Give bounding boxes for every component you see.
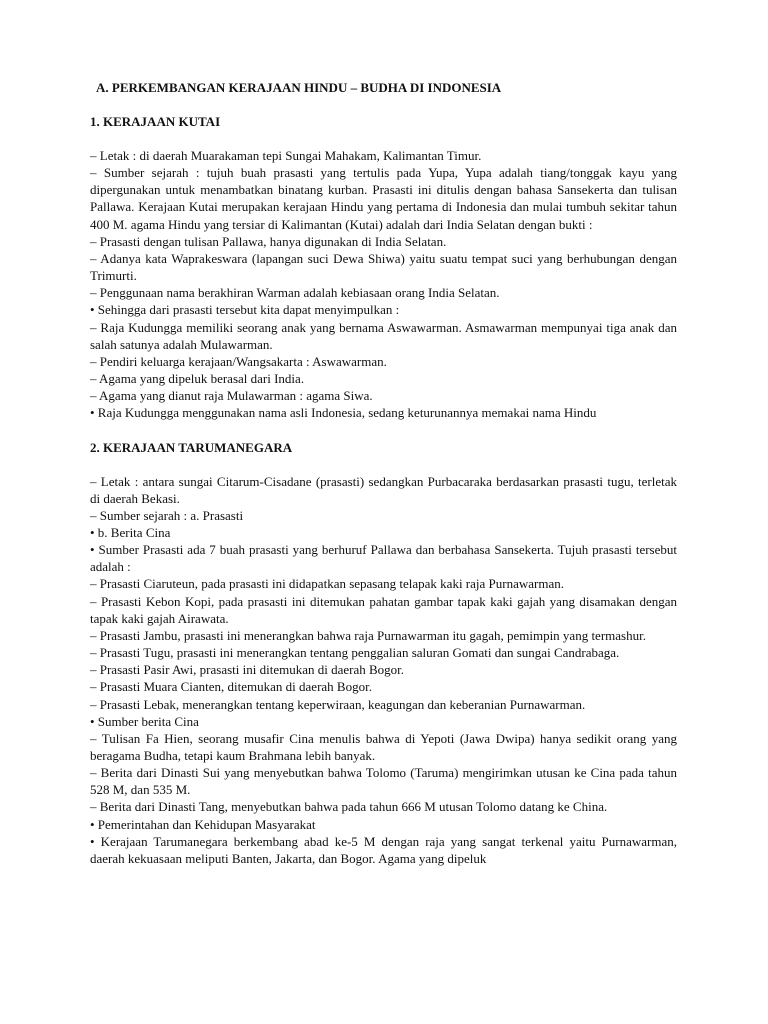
paragraph: • Kerajaan Tarumanegara berkembang abad ke-5 M dengan raja yang sangat terkenal yaitu Purnawarman, daerah kekuasaan meliputi Banten, Jakarta, dan Bogor. Agama yang dipeluk	[90, 833, 677, 866]
paragraph: – Tulisan Fa Hien, seorang musafir Cina menulis bahwa di Yepoti (Jawa Dwipa) hanya sedikit orang yang beragama Budha, tetapi kaum Brahmana lebih banyak.	[90, 730, 677, 763]
paragraph: – Raja Kudungga memiliki seorang anak yang bernama Aswawarman. Asmawarman mempunyai tiga anak dan salah satunya adalah Mulawarman.	[90, 319, 677, 352]
paragraph: – Letak : antara sungai Citarum-Cisadane (prasasti) sedangkan Purbacaraka berdasarkan prasasti tugu, terletak di daerah Bekasi.	[90, 473, 677, 506]
paragraph: – Prasasti Lebak, menerangkan tentang keperwiraan, keagungan dan keberanian Purnawarman.	[90, 696, 586, 712]
paragraph: – Prasasti Pasir Awi, prasasti ini ditemukan di daerah Bogor.	[90, 662, 405, 678]
paragraph: • Sehingga dari prasasti tersebut kita dapat menyimpulkan :	[90, 302, 400, 318]
paragraph: • Sumber berita Cina	[90, 713, 199, 729]
paragraph: • b. Berita Cina	[90, 524, 171, 540]
paragraph: – Prasasti Ciaruteun, pada prasasti ini didapatkan sepasang telapak kaki raja Purnawarman.	[90, 576, 564, 592]
paragraph: – Prasasti dengan tulisan Pallawa, hanya digunakan di India Selatan.	[90, 233, 447, 249]
paragraph: – Sumber sejarah : tujuh buah prasasti yang tertulis pada Yupa, Yupa adalah tiang/tonggak kayu yang dipergunakan untuk menambatkan binatang kurban. Prasasti ini ditulis dengan bahasa Sansekerta dan tulisan Pallawa. Kerajaan Kutai merupakan kerajaan Hindu yang pertama di Indonesia dan mulai tumbuh sekitar tahun 400 M. agama Hindu yang tersiar di Kalimantan (Kutai) adalah dari India Selatan dengan bukti :	[90, 165, 677, 232]
paragraph: • Sumber Prasasti ada 7 buah prasasti yang berhuruf Pallawa dan berbahasa Sansekerta. Tujuh prasasti tersebut adalah :	[90, 542, 677, 575]
paragraph: – Prasasti Muara Cianten, ditemukan di daerah Bogor.	[90, 679, 372, 695]
document-content	[90, 79, 677, 867]
section-spacer	[90, 422, 677, 439]
paragraph: – Prasasti Tugu, prasasti ini menerangkan tentang penggalian saluran Gomati dan sungai Candrabaga.	[90, 645, 620, 661]
section-heading-kutai: 1. KERAJAAN KUTAI	[90, 114, 221, 129]
paragraph: • Raja Kudungga menggunakan nama asli Indonesia, sedang keturunannya memakai nama Hindu	[90, 405, 597, 421]
section-heading-tarumanegara: 2. KERAJAAN TARUMANEGARA	[90, 439, 293, 455]
paragraph: – Letak : di daerah Muarakaman tepi Sungai Mahakam, Kalimantan Timur.	[90, 148, 482, 163]
paragraph: – Berita dari Dinasti Sui yang menyebutkan bahwa Tolomo (Taruma) mengirimkan utusan ke Cina pada tahun 528 M, dan 535 M.	[90, 765, 677, 798]
paragraph: – Agama yang dianut raja Mulawarman : agama Siwa.	[90, 388, 373, 404]
paragraph: – Sumber sejarah : a. Prasasti	[90, 507, 244, 523]
document-title: A. PERKEMBANGAN KERAJAAN HINDU – BUDHA DI INDONESIA	[96, 80, 502, 95]
paragraph: – Prasasti Jambu, prasasti ini menerangkan bahwa raja Purnawarman itu gagah, pemimpin yang termashur.	[90, 627, 646, 643]
paragraph: – Adanya kata Waprakeswara (lapangan suci Dewa Shiwa) yaitu suatu tempat suci yang berhubungan dengan Trimurti.	[90, 250, 677, 284]
paragraph: – Berita dari Dinasti Tang, menyebutkan bahwa pada tahun 666 M utusan Tolomo datang ke China.	[90, 799, 608, 815]
paragraph: – Prasasti Kebon Kopi, pada prasasti ini ditemukan pahatan gambar tapak kaki gajah yang disamakan dengan tapak kaki gajah Airawata.	[90, 593, 677, 626]
paragraph: – Agama yang dipeluk berasal dari India.	[90, 371, 305, 387]
paragraph: – Penggunaan nama berakhiran Warman adalah kebiasaan orang India Selatan.	[90, 285, 500, 301]
paragraph: • Pemerintahan dan Kehidupan Masyarakat	[90, 816, 316, 832]
paragraph: – Pendiri keluarga kerajaan/Wangsakarta : Aswawarman.	[90, 353, 387, 369]
